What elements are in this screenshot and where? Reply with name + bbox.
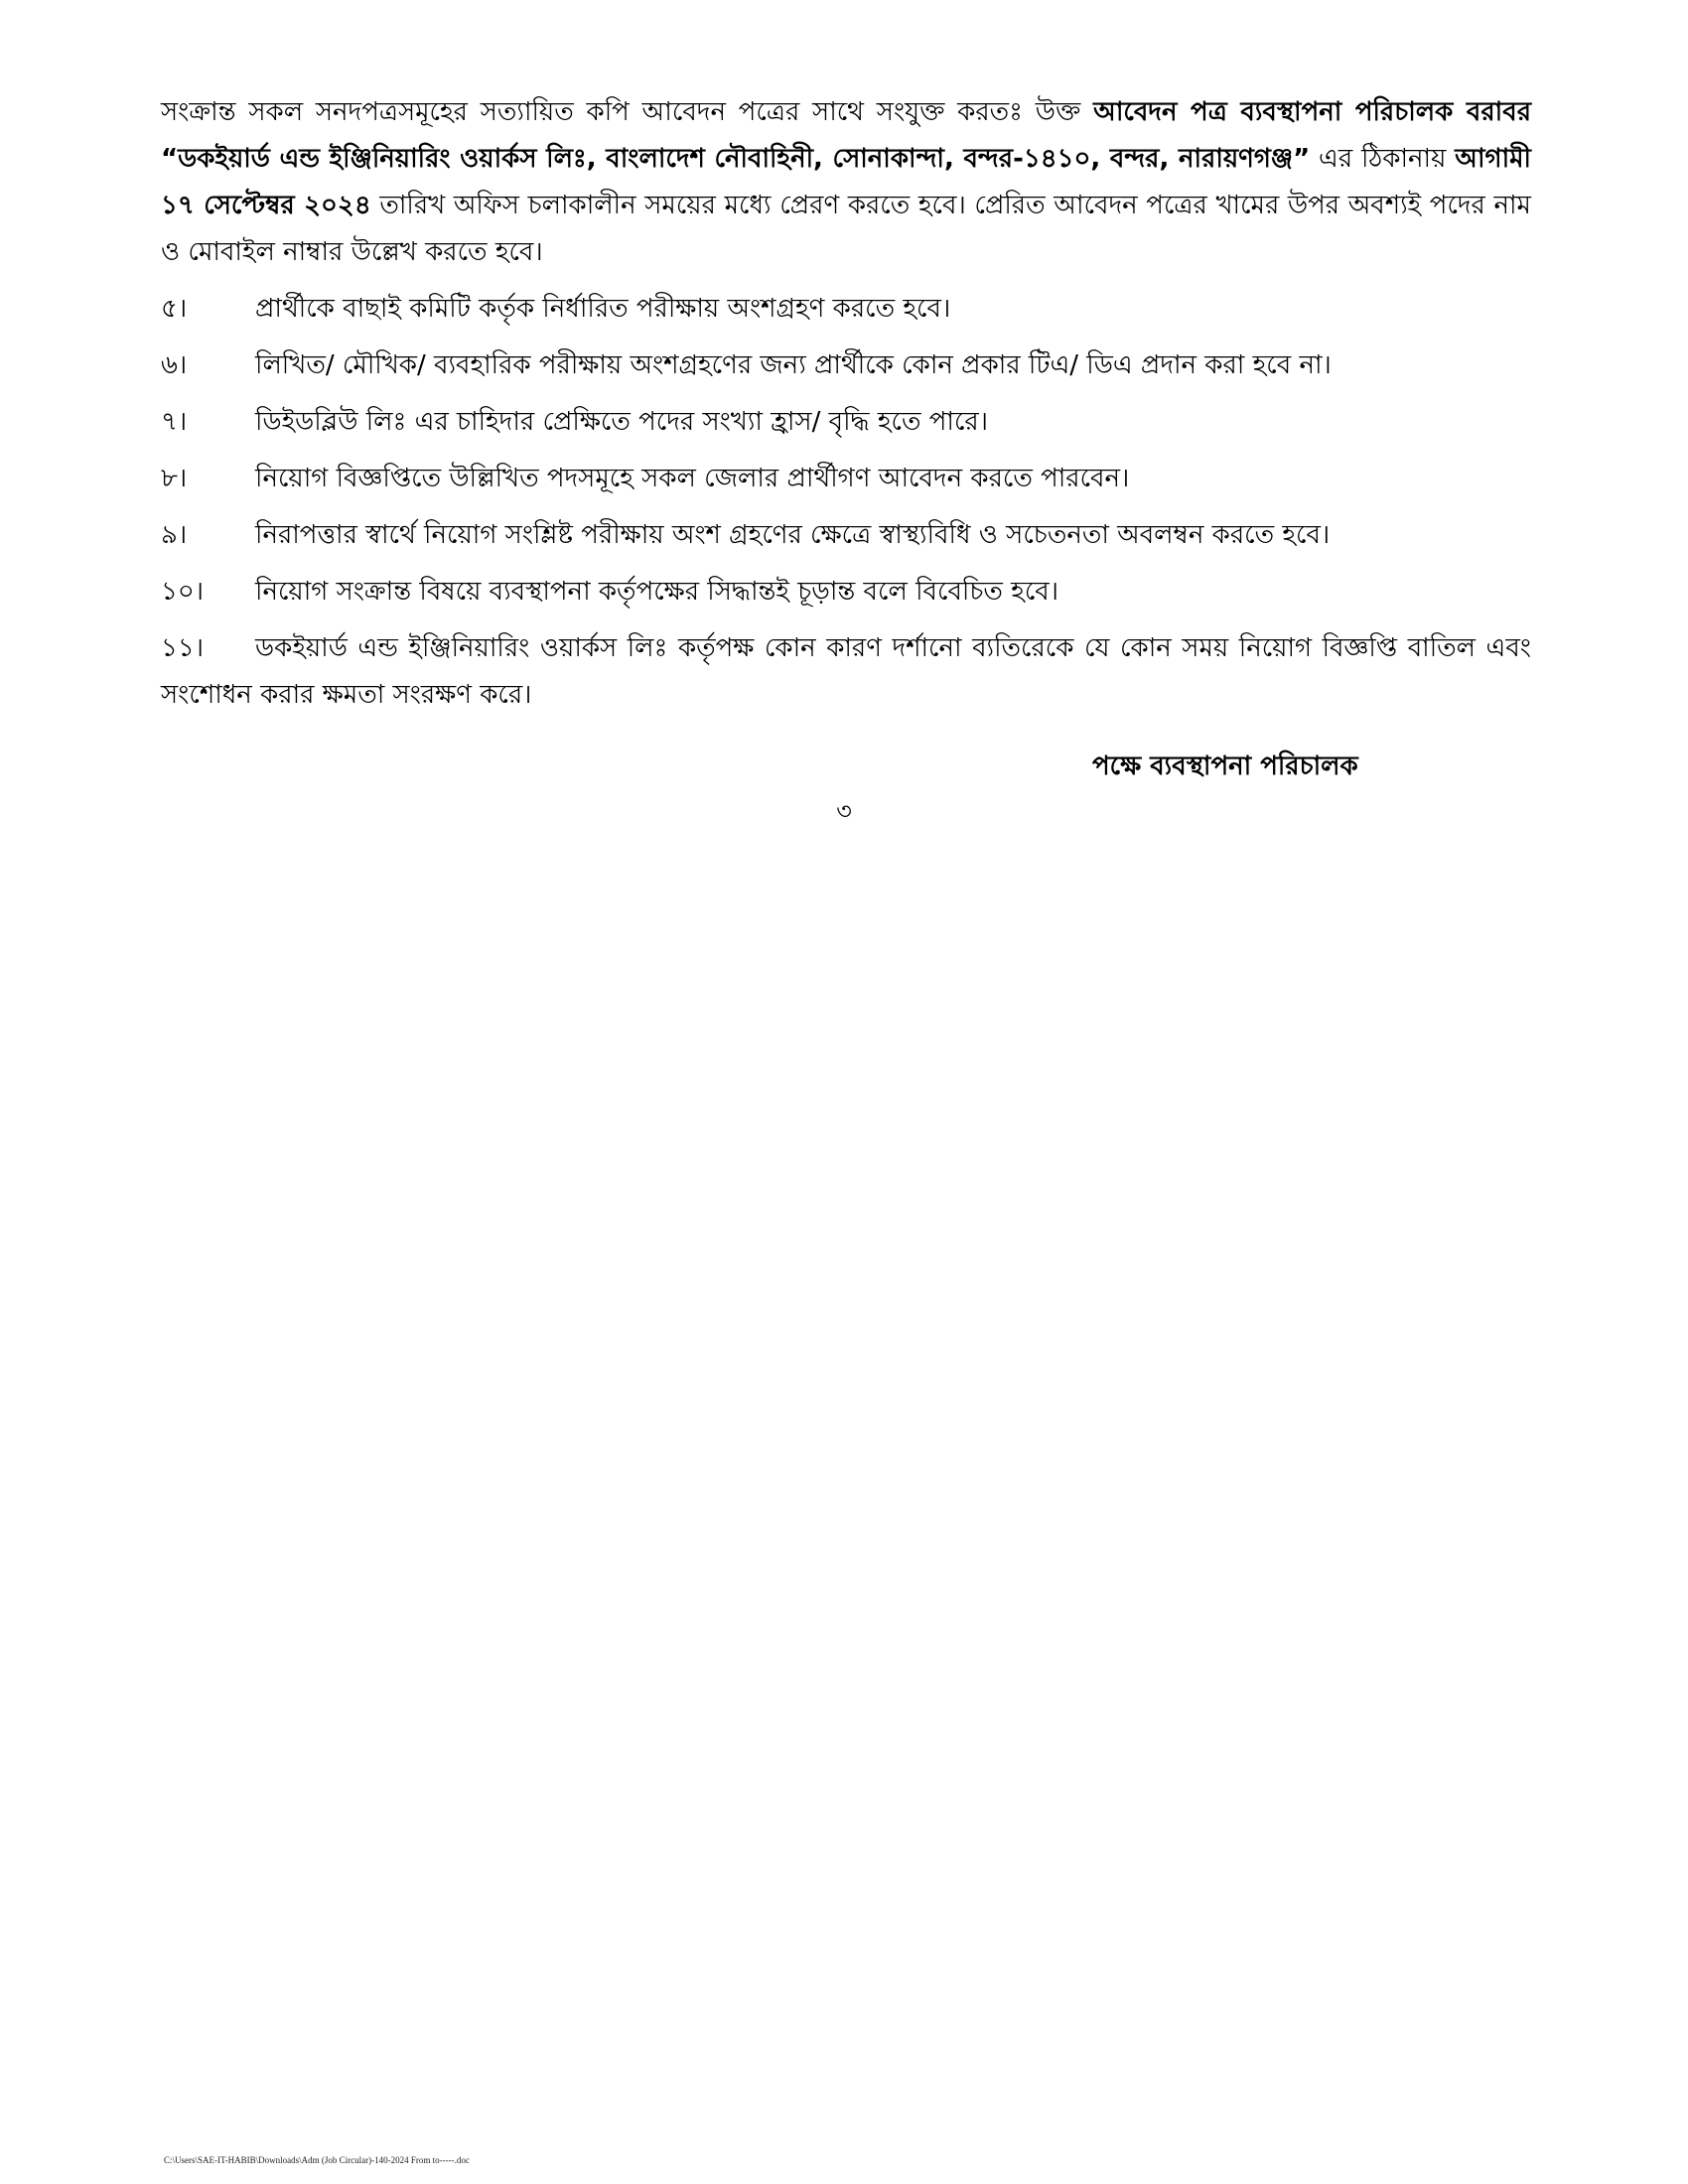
document-body bbox=[161, 89, 1531, 719]
list-item bbox=[161, 399, 1531, 446]
list-item-number: ৯। bbox=[161, 520, 188, 550]
intro-text-2: এর ঠিকানায় bbox=[1310, 144, 1456, 174]
intro-address-bold: আবেদন পত্র ব্যবস্থাপনা পরিচালক বরাবর “ডকইয়ার্ড এন্ড ইঞ্জিনিয়ারিং ওয়ার্কস লিঃ, বাংলাদেশ নৌবাহিনী, সোনাকান্দা, বন্দর-১৪১০, বন্দর, নারায়ণগঞ্জ” bbox=[161, 97, 1531, 174]
list-item-text: নিয়োগ বিজ্ঞপ্তিতে উল্লিখিত পদসমূহে সকল জেলার প্রার্থীগণ আবেদন করতে পারবেন। bbox=[255, 464, 1130, 493]
list-item-text: নিয়োগ সংক্রান্ত বিষয়ে ব্যবস্থাপনা কর্তৃপক্ষের সিদ্ধান্তই চূড়ান্ত বলে বিবেচিত হবে। bbox=[255, 577, 1059, 607]
intro-text-1: সংক্রান্ত সকল সনদপত্রসমূহের সত্যায়িত কপি আবেদন পত্রের সাথে সংযুক্ত করতঃ উক্ত bbox=[161, 97, 1094, 127]
intro-deadline-bold: আগামী ১৭ সেপ্টেম্বর ২০২৪ bbox=[161, 144, 1531, 220]
page-number: ৩ bbox=[836, 797, 852, 825]
signature-line: পক্ষে ব্যবস্থাপনা পরিচালক bbox=[1092, 751, 1358, 781]
list-item bbox=[161, 286, 1531, 333]
list-item bbox=[161, 625, 1531, 719]
list-item bbox=[161, 456, 1531, 502]
list-item bbox=[161, 569, 1531, 615]
list-item-number: ৮। bbox=[161, 464, 188, 493]
list-item-text: ডকইয়ার্ড এন্ড ইঞ্জিনিয়ারিং ওয়ার্কস লিঃ কর্তৃপক্ষ কোন কারণ দর্শানো ব্যতিরেকে যে কোন সময় নিয়োগ বিজ্ঞপ্তি বাতিল এবং সংশোধন করার ক্ষমতা সংরক্ষণ করে। bbox=[161, 633, 1531, 710]
list-item-text: লিখিত/ মৌখিক/ ব্যবহারিক পরীক্ষায় অংশগ্রহণের জন্য প্রার্থীকে কোন প্রকার টিএ/ ডিএ প্রদান করা হবে না। bbox=[255, 350, 1332, 380]
list-item bbox=[161, 342, 1531, 389]
list-item-text: প্রার্থীকে বাছাই কমিটি কর্তৃক নির্ধারিত পরীক্ষায় অংশগ্রহণ করতে হবে। bbox=[255, 294, 951, 324]
intro-text-3: তারিখ অফিস চলাকালীন সময়ের মধ্যে প্রেরণ করতে হবে। প্রেরিত আবেদন পত্রের খামের উপর অবশ্যই পদের নাম ও মোবাইল নাম্বার উল্লেখ করতে হবে। bbox=[161, 191, 1531, 267]
list-item-number: ৬। bbox=[161, 350, 188, 380]
list-item-number: ৭। bbox=[161, 407, 188, 437]
intro-paragraph bbox=[161, 89, 1531, 276]
list-item-number: ১০। bbox=[161, 577, 205, 607]
footer-file-path: C:\Users\SAE-IT-HABIB\Downloads\Adm (Job Circular)-140-2024 From to-----.doc bbox=[164, 2155, 470, 2165]
list-item-text: ডিইডব্লিউ লিঃ এর চাহিদার প্রেক্ষিতে পদের সংখ্যা হ্রাস/ বৃদ্ধি হতে পারে। bbox=[255, 407, 988, 437]
list-item-number: ৫। bbox=[161, 294, 188, 324]
list-item bbox=[161, 512, 1531, 559]
list-item-text: নিরাপত্তার স্বার্থে নিয়োগ সংশ্লিষ্ট পরীক্ষায় অংশ গ্রহণের ক্ষেত্রে স্বাস্থ্যবিধি ও সচেতনতা অবলম্বন করতে হবে। bbox=[255, 520, 1331, 550]
list-item-number: ১১। bbox=[161, 633, 205, 663]
